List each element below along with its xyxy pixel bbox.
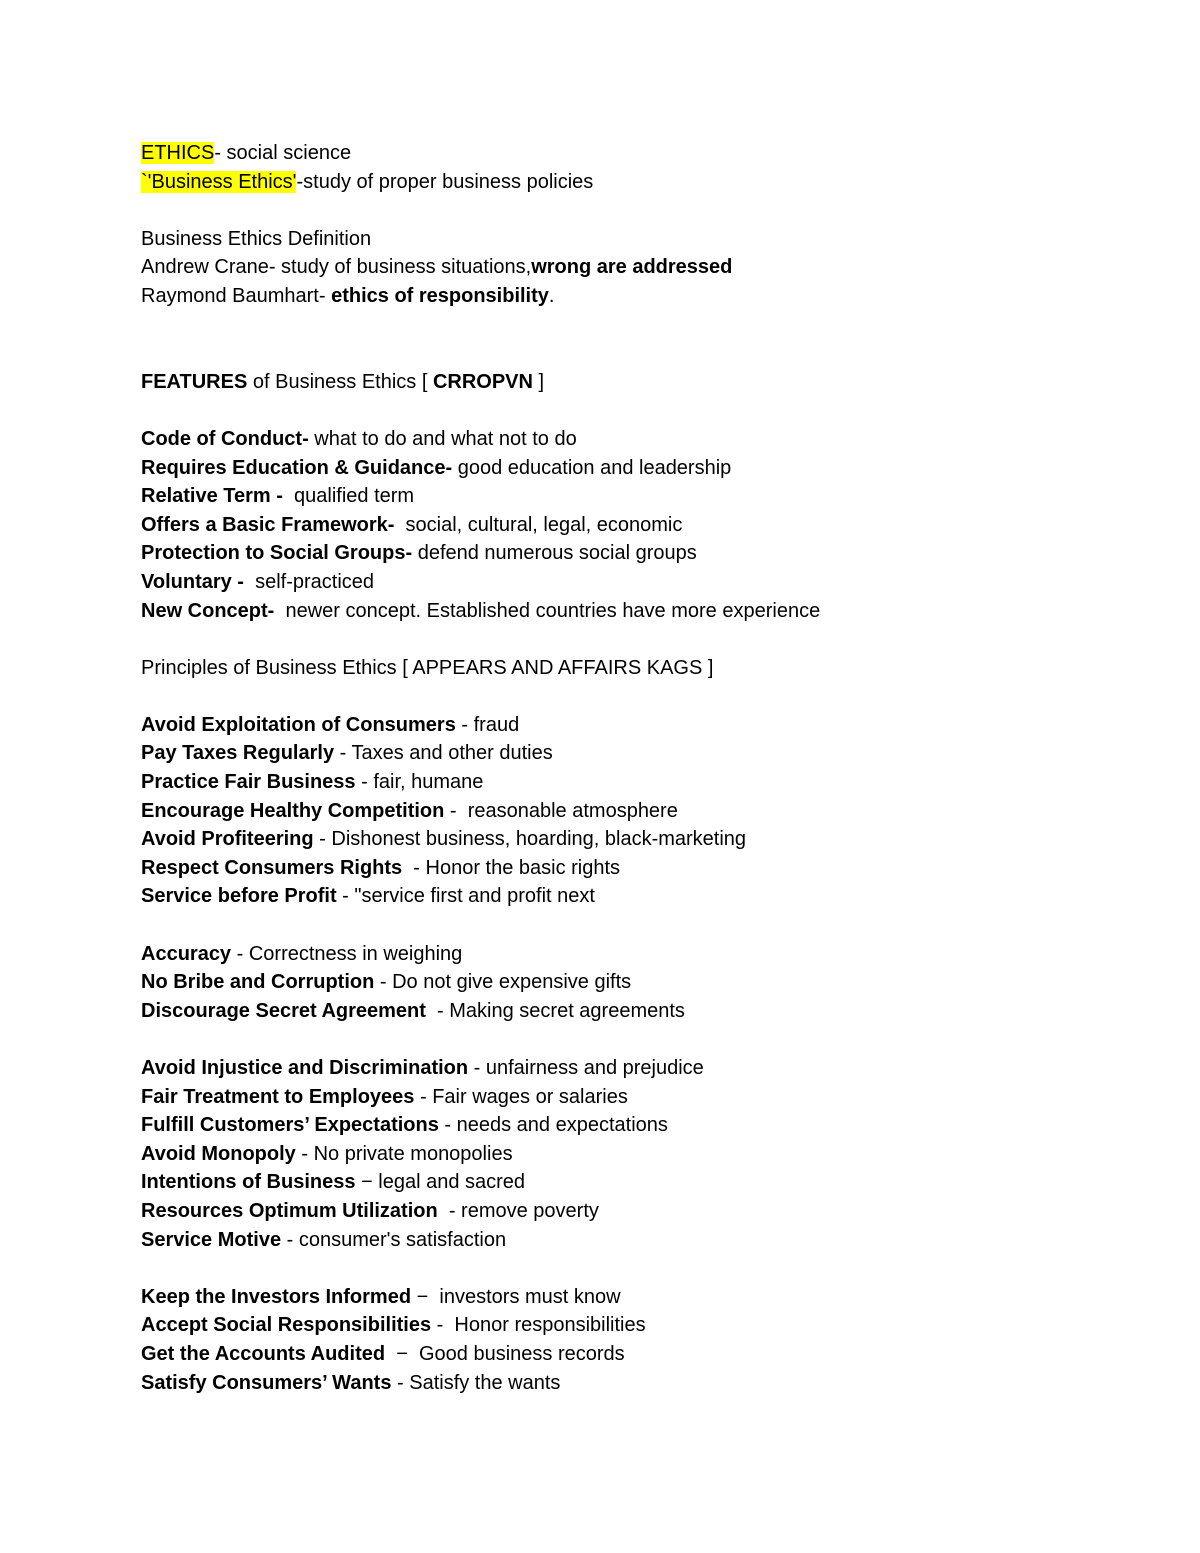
- list-item: [141, 1197, 1141, 1226]
- spacer: [141, 1025, 1141, 1054]
- item-term: Discourage Secret Agreement: [141, 999, 426, 1022]
- features-heading-end: ]: [532, 370, 545, 393]
- item-desc: - unfairness and prejudice: [468, 1057, 704, 1079]
- list-item: [141, 1111, 1141, 1140]
- item-term: Requires Education & Guidance-: [141, 456, 453, 479]
- item-term: Avoid Exploitation of Consumers: [141, 713, 456, 736]
- item-desc: - Dishonest business, hoarding, black-marketing: [313, 828, 747, 851]
- item-desc: - Correctness in weighing: [231, 942, 463, 965]
- list-item: [141, 1369, 1141, 1398]
- spacer: [141, 911, 1141, 940]
- item-desc: good education and leadership: [452, 456, 732, 479]
- item-desc: − Good business records: [385, 1342, 625, 1365]
- baumhart-bold-text: ethics of responsibility: [331, 284, 549, 307]
- item-term: Keep the Investors Informed: [141, 1285, 412, 1308]
- item-desc: - Honor the basic rights: [402, 856, 621, 879]
- item-desc: - No private monopolies: [295, 1142, 513, 1165]
- item-term: Satisfy Consumers’ Wants: [141, 1371, 392, 1394]
- item-term: Fulfill Customers’ Expectations: [141, 1114, 439, 1137]
- ethics-term: ETHICS: [141, 142, 215, 164]
- spacer: [141, 196, 1141, 225]
- principles-group-3: [141, 1054, 1141, 1254]
- document-body: [141, 139, 1141, 1397]
- list-item: [141, 482, 1141, 511]
- item-desc: - reasonable atmosphere: [444, 799, 678, 822]
- item-desc: self-practiced: [243, 570, 375, 593]
- item-term: Code of Conduct-: [141, 427, 309, 450]
- item-desc: newer concept. Established countries have more experience: [274, 599, 821, 622]
- principles-group-1: [141, 711, 1141, 911]
- list-item: [141, 1311, 1141, 1340]
- list-item: [141, 882, 1141, 911]
- item-term: Avoid Monopoly: [141, 1142, 296, 1165]
- list-item: [141, 454, 1141, 483]
- features-heading: [141, 368, 1141, 397]
- spacer: [141, 396, 1141, 425]
- features-acronym: CRROPVN: [432, 370, 533, 393]
- features-heading-bold: FEATURES: [141, 370, 248, 393]
- ethics-line: [141, 139, 1141, 168]
- list-item: [141, 940, 1141, 969]
- item-desc: qualified term: [282, 485, 415, 508]
- item-desc: - Fair wages or salaries: [414, 1085, 628, 1108]
- list-item: [141, 768, 1141, 797]
- item-term: Accuracy: [141, 942, 232, 965]
- item-desc: - fair, humane: [355, 771, 484, 794]
- item-desc: defend numerous social groups: [412, 542, 697, 565]
- principles-group-4: [141, 1283, 1141, 1397]
- item-term: Offers a Basic Framework-: [141, 513, 395, 536]
- item-desc: - Do not give expensive gifts: [374, 971, 632, 994]
- business-ethics-prefix: `': [141, 170, 152, 193]
- list-item: [141, 1083, 1141, 1112]
- item-term: Relative Term -: [141, 485, 283, 508]
- item-desc: − investors must know: [411, 1285, 621, 1308]
- item-desc: what to do and what not to do: [308, 427, 577, 450]
- item-desc: - Satisfy the wants: [391, 1371, 561, 1394]
- item-term: Resources Optimum Utilization: [141, 1199, 438, 1222]
- list-item: [141, 425, 1141, 454]
- item-desc: - fraud: [455, 713, 520, 736]
- features-heading-mid: of Business Ethics [: [247, 370, 433, 393]
- item-term: New Concept-: [141, 599, 275, 622]
- spacer: [141, 682, 1141, 711]
- item-desc: - Honor responsibilities: [431, 1314, 646, 1337]
- list-item: [141, 1168, 1141, 1197]
- spacer: [141, 339, 1141, 368]
- list-item: [141, 711, 1141, 740]
- list-item: [141, 997, 1141, 1026]
- features-list: [141, 425, 1141, 625]
- list-item: [141, 739, 1141, 768]
- principles-group-2: [141, 940, 1141, 1026]
- spacer: [141, 625, 1141, 654]
- item-desc: - Making secret agreements: [425, 999, 685, 1022]
- list-item: [141, 511, 1141, 540]
- item-term: Protection to Social Groups-: [141, 542, 413, 565]
- item-term: Intentions of Business: [141, 1171, 356, 1194]
- business-ethics-term: Business Ethics': [151, 170, 297, 193]
- item-term: Fair Treatment to Employees: [141, 1085, 415, 1108]
- spacer: [141, 311, 1141, 340]
- baumhart-text: Raymond Baumhart-: [141, 284, 332, 307]
- list-item: [141, 568, 1141, 597]
- item-term: Voluntary -: [141, 570, 244, 593]
- ethics-description: - social science: [214, 142, 352, 164]
- list-item: [141, 1283, 1141, 1312]
- item-term: Respect Consumers Rights: [141, 856, 403, 879]
- item-term: Service Motive: [141, 1228, 282, 1251]
- item-desc: - needs and expectations: [438, 1114, 668, 1137]
- item-term: Avoid Profiteering: [141, 828, 314, 851]
- definition-heading: Business Ethics Definition: [141, 227, 372, 250]
- item-desc: − legal and sacred: [355, 1171, 526, 1194]
- item-term: Pay Taxes Regularly: [141, 742, 335, 765]
- principles-heading: Principles of Business Ethics [ APPEARS AND AFFAIRS KAGS ]: [141, 656, 714, 679]
- list-item: [141, 1054, 1141, 1083]
- baumhart-end: .: [548, 284, 555, 307]
- item-term: Encourage Healthy Competition: [141, 799, 445, 822]
- business-ethics-description: -study of proper business policies: [296, 170, 594, 193]
- item-term: Get the Accounts Audited: [141, 1342, 386, 1365]
- item-term: Practice Fair Business: [141, 771, 356, 794]
- crane-text: Andrew Crane- study of business situations,: [141, 256, 532, 279]
- list-item: [141, 825, 1141, 854]
- list-item: [141, 968, 1141, 997]
- item-desc: - remove poverty: [437, 1199, 599, 1222]
- baumhart-definition: [141, 282, 1141, 311]
- item-term: Service before Profit: [141, 885, 337, 908]
- item-desc: - consumer's satisfaction: [281, 1228, 507, 1251]
- crane-definition: [141, 253, 1141, 282]
- list-item: [141, 797, 1141, 826]
- item-desc: - Taxes and other duties: [334, 742, 553, 765]
- item-desc: social, cultural, legal, economic: [394, 513, 683, 536]
- list-item: [141, 1226, 1141, 1255]
- item-term: Avoid Injustice and Discrimination: [141, 1057, 469, 1079]
- list-item: [141, 597, 1141, 626]
- list-item: [141, 1140, 1141, 1169]
- crane-bold-text: wrong are addressed: [531, 256, 733, 279]
- list-item: [141, 854, 1141, 883]
- list-item: [141, 539, 1141, 568]
- item-desc: - "service first and profit next: [336, 885, 595, 908]
- list-item: [141, 1340, 1141, 1369]
- item-term: Accept Social Responsibilities: [141, 1314, 432, 1337]
- spacer: [141, 1254, 1141, 1283]
- item-term: No Bribe and Corruption: [141, 971, 375, 994]
- business-ethics-line: [141, 168, 1141, 197]
